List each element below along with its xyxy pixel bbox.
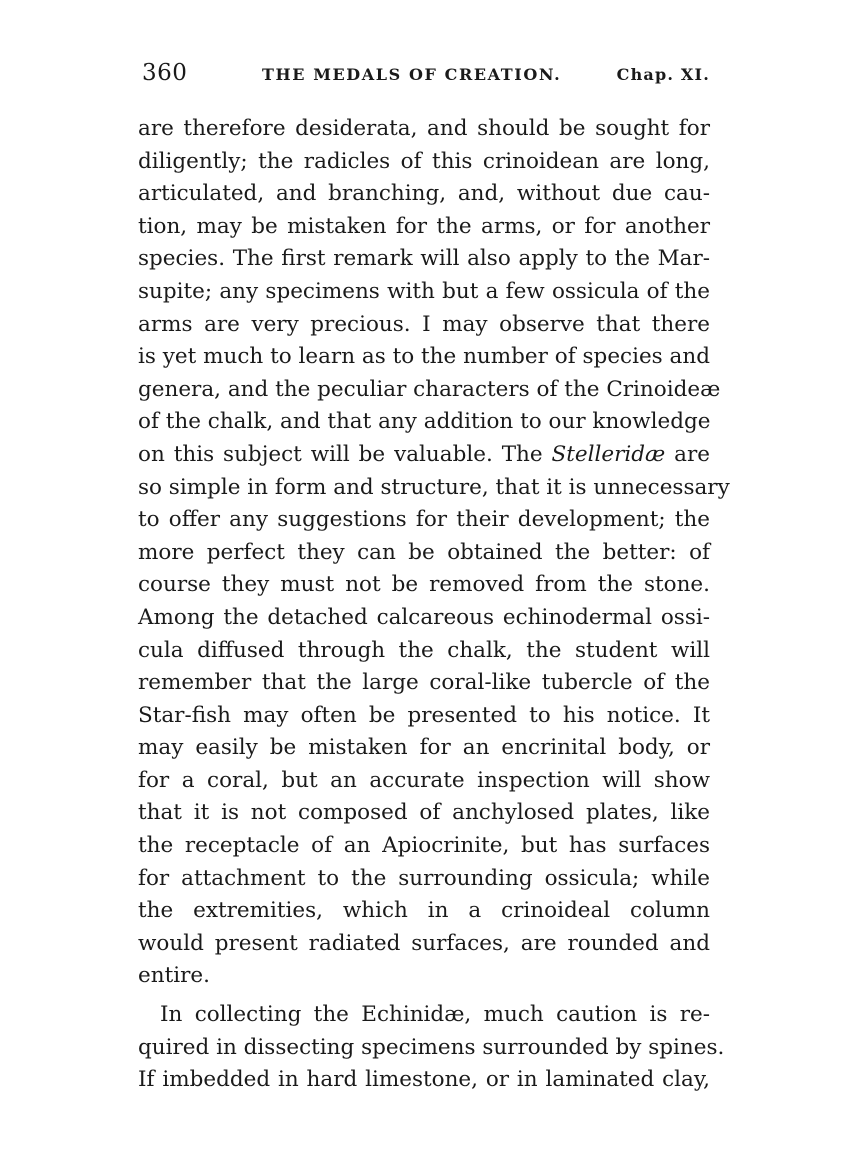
text-line: would present radiated surfaces, are rounded and <box>138 930 710 956</box>
text-line: cula diffused through the chalk, the student will <box>138 637 710 663</box>
text-line: is yet much to learn as to the number of species and <box>138 344 710 370</box>
text-line: that it is not composed of anchylosed plates, like <box>138 800 710 826</box>
text-line: entire. <box>138 963 210 989</box>
body-text <box>138 113 730 1097</box>
text-line: for a coral, but an accurate inspection will show <box>138 767 710 793</box>
running-title: THE MEDALS OF CREATION. <box>262 65 562 84</box>
text-line: quired in dissecting specimens surrounded by spines. <box>138 1034 725 1060</box>
text-line: In collecting the Echinidæ, much caution is re- <box>160 1002 710 1028</box>
text-line: Star-fish may often be presented to his notice. It <box>138 702 710 728</box>
text-line: course they must not be removed from the stone. <box>138 572 710 598</box>
text-line: to offer any suggestions for their development; the <box>138 507 710 533</box>
text-line: remember that the large coral-like tubercle of the <box>138 670 710 696</box>
text-line: are therefore desiderata, and should be sought for <box>138 116 710 141</box>
text-line: tion, may be mistaken for the arms, or for another <box>138 213 710 239</box>
text-line: diligently; the radicles of this crinoidean are long, <box>138 148 710 174</box>
text-line: may easily be mistaken for an encrinital body, or <box>138 735 710 761</box>
text-line: genera, and the peculiar characters of the Crinoideæ <box>138 376 721 402</box>
text-line: If imbedded in hard limestone, or in laminated clay, <box>138 1067 710 1093</box>
running-head <box>142 60 710 92</box>
italic-term: Stelleridæ <box>551 441 666 467</box>
text-line: for attachment to the surrounding ossicula; while <box>138 865 710 891</box>
text-segment: on this subject will be valuable. The <box>138 441 552 467</box>
text-line: arms are very precious. I may observe that there <box>138 311 710 337</box>
text-line: Among the detached calcareous echinodermal ossi- <box>138 604 710 630</box>
text-line: more perfect they can be obtained the better: of <box>138 539 710 565</box>
paragraph-1 <box>138 113 730 993</box>
text-line: species. The first remark will also apply to the Mar- <box>138 246 710 272</box>
text-line: articulated, and branching, and, without due cau- <box>138 181 710 207</box>
text-line: of the chalk, and that any addition to our knowledge <box>138 409 711 435</box>
page-number: 360 <box>142 60 188 86</box>
text-line: so simple in form and structure, that it is unnecessary <box>138 474 730 500</box>
text-line: the receptacle of an Apiocrinite, but has surfaces <box>138 833 710 859</box>
chapter-label: Chap. XI. <box>616 65 710 84</box>
text-line: supite; any specimens with but a few ossicula of the <box>138 278 710 304</box>
text-line <box>138 439 710 472</box>
paragraph-2 <box>138 999 725 1097</box>
text-segment: are <box>665 441 710 467</box>
text-line: the extremities, which in a crinoideal column <box>138 898 710 924</box>
